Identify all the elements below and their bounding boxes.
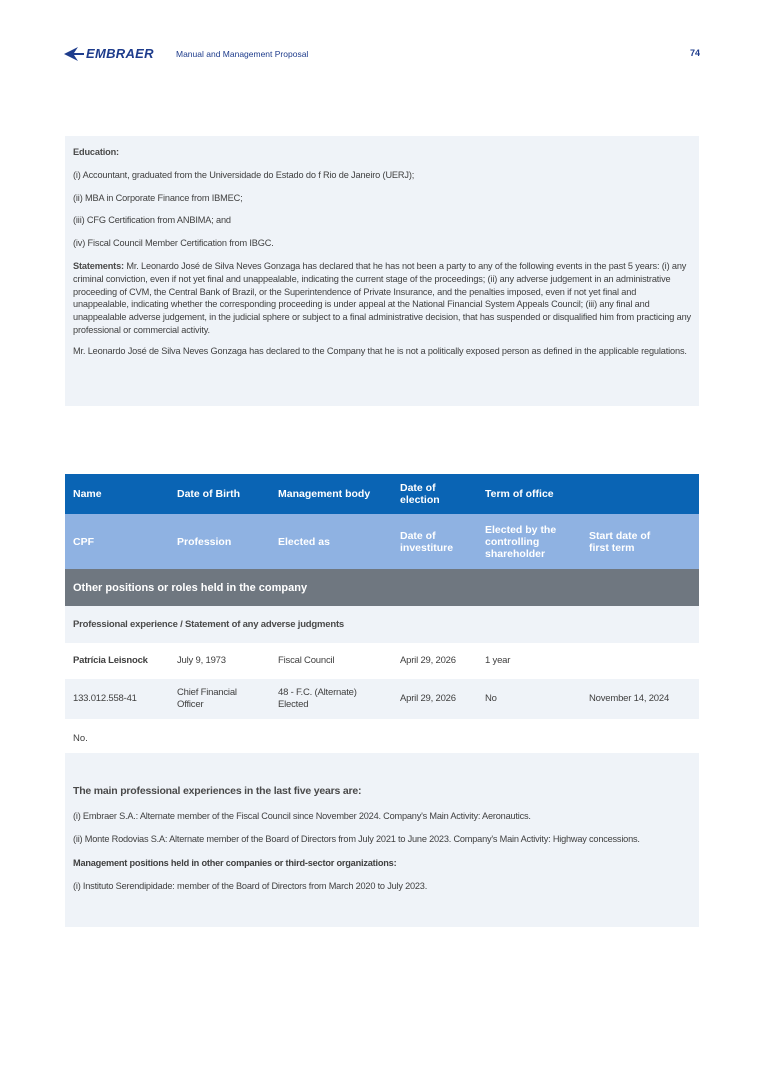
col-management-body: Management body (278, 488, 371, 500)
page-number: 74 (689, 48, 700, 58)
education-statements-panel (65, 136, 699, 406)
page-header (64, 44, 700, 66)
table-subheader-row (65, 514, 699, 569)
person-name: Patrícia Leisnock (73, 655, 148, 666)
table-row (65, 643, 699, 679)
profession-value: Chief Financial Officer (177, 687, 237, 710)
col-date-of-election: Date of election (400, 482, 440, 506)
col-date-of-investiture: Date of investiture (400, 529, 454, 554)
document-title: Manual and Management Proposal (176, 49, 309, 59)
col-elected-as: Elected as (278, 535, 330, 548)
other-positions-row (65, 569, 699, 606)
professional-experience-row (65, 606, 699, 643)
table-row (65, 679, 699, 719)
date-of-birth: July 9, 1973 (177, 655, 226, 666)
experience-item: (i) Embraer S.A.: Alternate member of the Fiscal Council since November 2024. Company's Main Activity: Aeronautics. (73, 810, 531, 821)
experience-item: (ii) Monte Rodovias S.A: Alternate member of the Board of Directors from July 2021 to June 2023. Company's Main Activity: Highway concessions. (73, 834, 640, 844)
education-item: (iii) CFG Certification from ANBIMA; and (73, 215, 231, 226)
elected-as-value: 48 - F.C. (Alternate) Elected (278, 687, 357, 710)
controlling-shareholder-value: No (485, 693, 497, 704)
logo-text: EMBRAER (86, 46, 154, 61)
col-cpf: CPF (73, 535, 94, 548)
experience-panel (65, 753, 699, 927)
col-elected-by-controlling: Elected by the controlling shareholder (485, 523, 557, 560)
col-term-of-office: Term of office (485, 488, 554, 500)
adverse-judgment-answer: No. (73, 733, 88, 744)
experience-item: (i) Instituto Serendipidade: member of the Board of Directors from March 2020 to July 2023. (73, 881, 428, 891)
col-name: Name (73, 488, 102, 500)
education-item: (ii) MBA in Corporate Finance from IBMEC; (73, 192, 243, 203)
statements-text: Mr. Leonardo José de Silva Neves Gonzaga has declared that he has not been a party to any of the following events in the past 5 years: (i) any criminal conviction, even if not yet final and unappealable, indicating the current stage of the proceedings; (ii) any adverse judgement in an administrative proceeding of CVM, the Central Bank of Brazil, or the Superintendence of Private Insurance, and the penalties imposed, even if not yet final and unappealable, indicating whether the corresponding proceeding is under appeal at the National Financial System Appeals Council; (iii) any final and unappealable adverse judgement, in the judicial sphere or subject to a final administrative decision, that has suspended or disqualified him from practicing any professional or commercial activity. (73, 260, 691, 335)
date-of-investiture-value: April 29, 2026 (400, 693, 456, 704)
table-header-row (65, 474, 699, 514)
col-date-of-birth: Date of Birth (177, 488, 240, 500)
statements-label: Statements: (73, 260, 124, 271)
col-profession: Profession (177, 535, 232, 548)
start-date-value: November 14, 2024 (589, 693, 670, 704)
director-table (65, 474, 699, 719)
statements-paragraph (73, 260, 691, 337)
embraer-wing-icon (64, 47, 84, 61)
education-item: (iv) Fiscal Council Member Certification from IBGC. (73, 238, 274, 249)
other-positions-label: Other positions or roles held in the company (73, 581, 308, 594)
pep-paragraph: Mr. Leonardo José de Silva Neves Gonzaga has declared to the Company that he is not a politically exposed person as defined in the applicable regulations. (73, 345, 687, 356)
professional-experience-label: Professional experience / Statement of any adverse judgments (73, 618, 344, 630)
cpf-value: 133.012.558-41 (73, 693, 137, 704)
experience-heading: The main professional experiences in the last five years are: (73, 785, 362, 797)
education-label: Education: (73, 147, 119, 157)
management-positions-label: Management positions held in other companies or third-sector organizations: (73, 857, 397, 868)
education-item: (i) Accountant, graduated from the Universidade do Estado do f Rio de Janeiro (UERJ); (73, 169, 415, 180)
col-start-date-first-term: Start date of first term (589, 529, 651, 554)
management-body: Fiscal Council (278, 655, 335, 666)
embraer-logo (64, 46, 154, 61)
term-of-office: 1 year (485, 655, 511, 666)
date-of-election: April 29, 2026 (400, 655, 456, 666)
